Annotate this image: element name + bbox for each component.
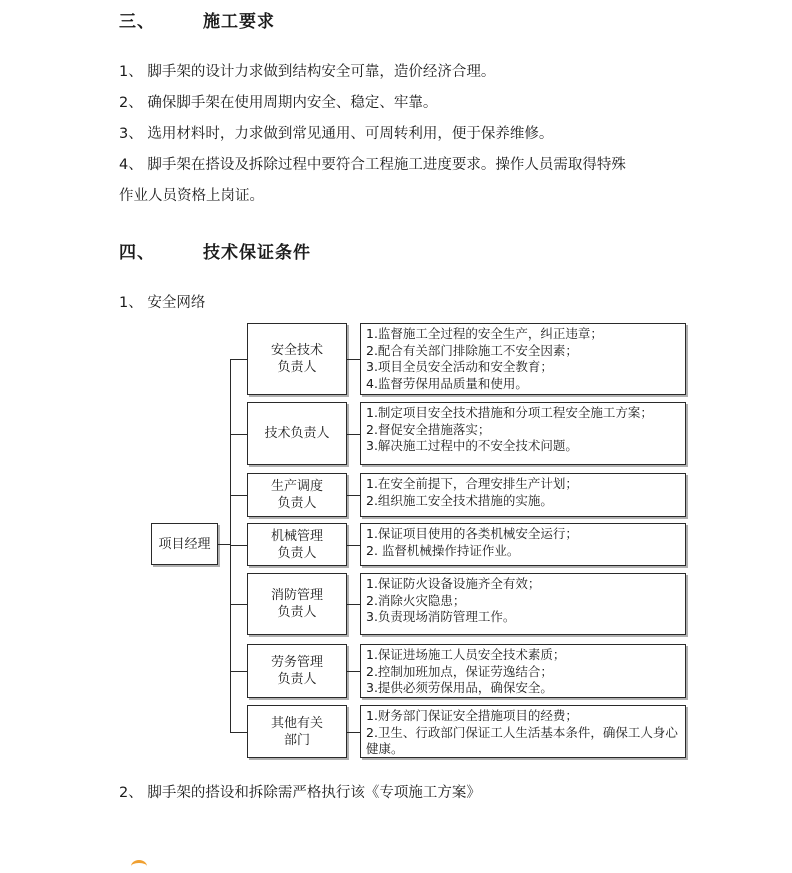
role-name-line: 负责人 (277, 360, 317, 375)
role-name-line: 生产调度 (270, 479, 323, 494)
duty-item: 1.监督施工全过程的安全生产，纠正违章； (366, 326, 603, 341)
duty-box (360, 573, 686, 635)
role-box (247, 705, 347, 758)
role-name-line: 机械管理 (270, 528, 323, 544)
subheading: 1、 安全网络 (119, 295, 206, 311)
duty-box (360, 523, 686, 566)
role-name (271, 478, 323, 512)
section-title: 技术保证条件 (203, 243, 311, 263)
duty-item: 2.卫生、行政部门保证工人生活基本条件，确保工人身心健康。 (366, 724, 678, 757)
section-number: 四、 (119, 243, 155, 263)
duty-box (360, 323, 686, 395)
connector-line (230, 495, 247, 496)
duty-item: 3.提供必须劳保用品，确保安全。 (366, 680, 553, 696)
role-name-line: 部门 (283, 732, 310, 748)
duty-item: 1.制定项目安全技术措施和分项工程安全施工方案； (366, 405, 653, 420)
role-name-line: 负责人 (277, 605, 317, 620)
connector-line (347, 732, 360, 733)
duty-item: 1.在安全前提下，合理安排生产计划； (366, 476, 578, 491)
connector-line (230, 545, 247, 546)
duty-item: 2. 监督机械操作持证作业。 (366, 542, 520, 558)
duty-item: 2.控制加班加点，保证劳逸结合； (366, 663, 553, 679)
role-name-line: 技术负责人 (264, 426, 330, 441)
role-name (271, 715, 323, 749)
role-name (271, 654, 323, 688)
role-name-line: 负责人 (277, 545, 317, 561)
duty-box (360, 473, 686, 517)
paragraph: 2、 脚手架的搭设和拆除需严格执行该《专项施工方案》 (119, 785, 481, 801)
section-heading (119, 7, 275, 32)
duty-item: 2.消除火灾隐患； (366, 592, 466, 608)
connector-line (230, 604, 247, 605)
role-name (271, 528, 323, 562)
connector-line (230, 671, 247, 672)
connector-line (347, 604, 360, 605)
org-root-label: 项目经理 (158, 536, 211, 552)
connector-line (347, 359, 360, 360)
connector-line (230, 434, 247, 435)
paragraph: 2、 确保脚手架在使用周期内安全、稳定、牢靠。 (119, 95, 438, 111)
role-name (271, 342, 323, 376)
connector-line (230, 359, 247, 360)
connector-line (347, 495, 360, 496)
role-name-line: 安全技术 (270, 343, 323, 358)
connector-line (347, 434, 360, 435)
duty-item: 1.财务部门保证安全措施项目的经费； (366, 708, 578, 723)
org-root-box (151, 523, 218, 565)
role-box (247, 323, 347, 395)
duty-item: 3.项目全员安全活动和安全教育； (366, 359, 553, 375)
duty-item: 2.配合有关部门排除施工不安全因素； (366, 342, 578, 358)
section-title: 施工要求 (203, 12, 275, 32)
role-name (271, 587, 323, 621)
role-box (247, 573, 347, 635)
duty-item: 3.负责现场消防管理工作。 (366, 609, 516, 625)
duty-item: 2.组织施工安全技术措施的实施。 (366, 492, 553, 508)
connector-line (230, 732, 247, 733)
connector-line (218, 544, 230, 545)
role-box (247, 402, 347, 465)
duty-box (360, 402, 686, 465)
role-name-line: 其他有关 (270, 715, 323, 731)
duty-box (360, 705, 686, 758)
role-box (247, 523, 347, 566)
connector-line (347, 671, 360, 672)
role-name-line: 劳务管理 (270, 655, 323, 670)
paragraph: 作业人员资格上岗证。 (119, 188, 264, 204)
connector-line (347, 545, 360, 546)
section-heading (119, 238, 311, 263)
section-number: 三、 (119, 12, 155, 32)
role-name-line: 负责人 (277, 672, 317, 687)
duty-item: 1.保证项目使用的各类机械安全运行； (366, 526, 578, 541)
role-name (264, 425, 329, 442)
duty-item: 1.保证进场施工人员安全技术素质； (366, 647, 566, 662)
duty-box (360, 644, 686, 698)
duty-item: 1.保证防火设备设施齐全有效； (366, 576, 541, 591)
duty-item: 4.监督劳保用品质量和使用。 (366, 375, 528, 391)
duty-item: 2.督促安全措施落实； (366, 421, 491, 437)
role-box (247, 644, 347, 698)
role-box (247, 473, 347, 517)
role-name-line: 消防管理 (270, 588, 323, 603)
duty-item: 3.解决施工过程中的不安全技术问题。 (366, 438, 578, 454)
decorative-mark (131, 860, 147, 873)
paragraph: 4、 脚手架在搭设及拆除过程中要符合工程施工进度要求。操作人员需取得特殊 (119, 157, 626, 173)
paragraph: 1、 脚手架的设计力求做到结构安全可靠，造价经济合理。 (119, 64, 496, 80)
role-name-line: 负责人 (277, 496, 317, 511)
paragraph: 3、 选用材料时，力求做到常见通用、可周转利用，便于保养维修。 (119, 126, 554, 142)
